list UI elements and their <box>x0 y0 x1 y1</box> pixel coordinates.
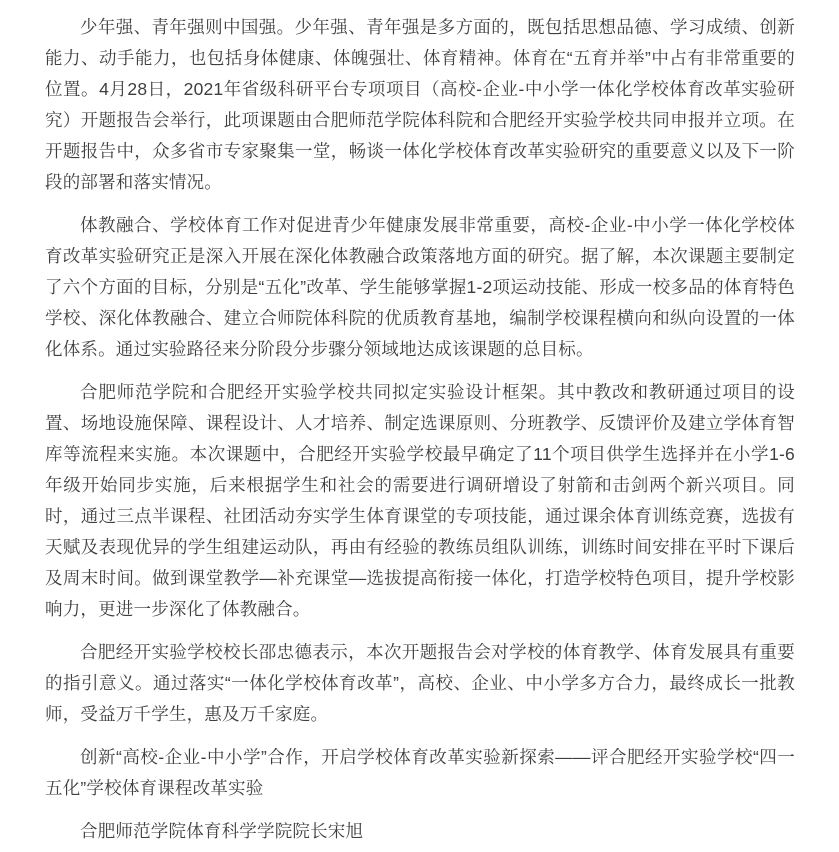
article-body <box>45 12 795 852</box>
paragraph-framework: 合肥师范学院和合肥经开实验学校共同拟定实验设计框架。其中教改和教研通过项目的设置、场地设施保障、课程设计、人才培养、制定选课原则、分班教学、反馈评价及建立学体育智库等流程来实施。本次课题中，合肥经开实验学校最早确定了11个项目供学生选择并在小学1-6年级开始同步实施，后来根据学生和社会的需要进行调研增设了射箭和击剑两个新兴项目。同时，通过三点半课程、社团活动夯实学生体育课堂的专项技能，通过课余体育训练竞赛，选拔有天赋及表现优异的学生组建运动队，再由有经验的教练员组队训练，训练时间安排在平时下课后及周末时间。做到课堂教学—补充课堂—选拔提高衔接一体化，打造学校特色项目，提升学校影响力，更进一步深化了体教融合。 <box>45 382 795 619</box>
paragraph-author-byline: 合肥师范学院体育科学学院院长宋旭 <box>80 821 364 841</box>
paragraph-principal-remarks: 合肥经开实验学校校长邵忠德表示，本次开题报告会对学校的体育教学、体育发展具有重要的指引意义。通过落实“一体化学校体育改革”，高校、企业、中小学多方合力，最终成长一批教师，受益万千学生，惠及万千家庭。 <box>45 642 795 724</box>
paragraph-intro: 少年强、青年强则中国强。少年强、青年强是多方面的，既包括思想品德、学习成绩、创新能力、动手能力，也包括身体健康、体魄强壮、体育精神。体育在“五育并举”中占有非常重要的位置。4月28日，2021年省级科研平台专项项目（高校-企业-中小学一体化学校体育改革实验研究）开题报告会举行，此项课题由合肥师范学院体科院和合肥经开实验学校共同申报并立项。在开题报告中，众多省市专家聚集一堂，畅谈一体化学校体育改革实验研究的重要意义以及下一阶段的部署和落实情况。 <box>45 17 795 192</box>
paragraph-review-title: 创新“高校-企业-中小学”合作，开启学校体育改革实验新探索——评合肥经开实验学校“四一五化”学校体育课程改革实验 <box>45 747 795 798</box>
paragraph-goals: 体教融合、学校体育工作对促进青少年健康发展非常重要，高校-企业-中小学一体化学校体育改革实验研究正是深入开展在深化体教融合政策落地方面的研究。据了解，本次课题主要制定了六个方面的目标，分别是“五化”改革、学生能够掌握1-2项运动技能、形成一校多品的体育特色学校、深化体教融合、建立合师院体科院的优质教育基地，编制学校课程横向和纵向设置的一体化体系。通过实验路径来分阶段分步骤分领域地达成该课题的总目标。 <box>45 215 795 359</box>
